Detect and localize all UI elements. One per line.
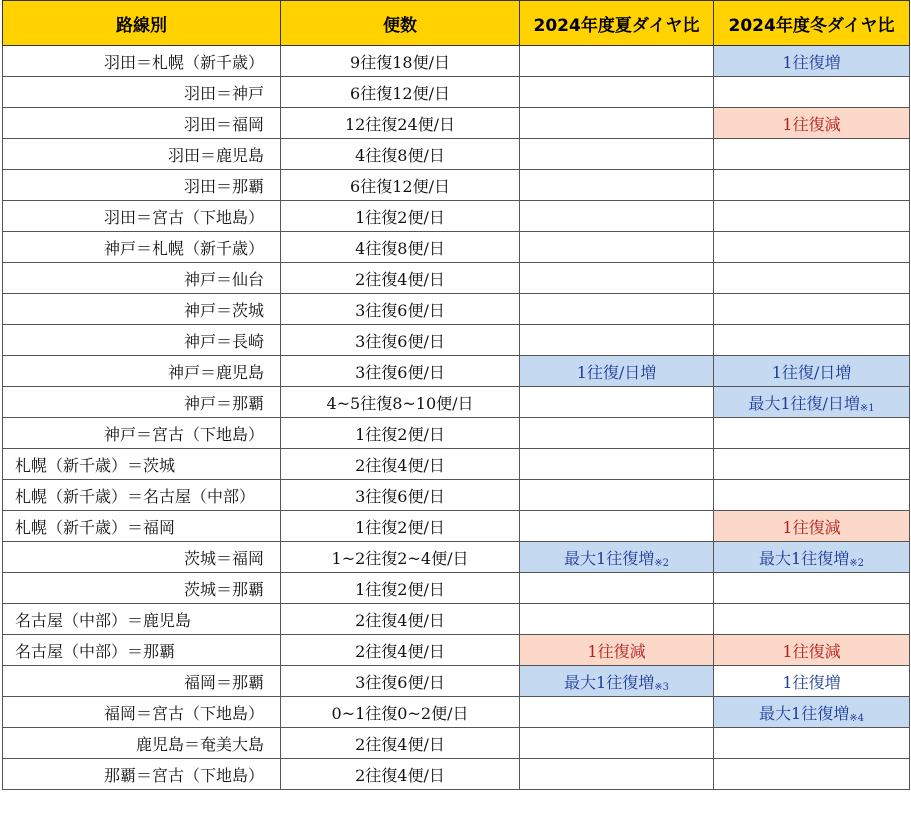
table-row bbox=[3, 170, 910, 201]
flights-cell: 1往復2便/日 bbox=[281, 573, 520, 604]
summer-change-text: 最大1往復増 bbox=[564, 672, 655, 692]
winter-comparison-cell bbox=[714, 325, 910, 356]
table-row bbox=[3, 511, 910, 542]
flights-cell: 4往復8便/日 bbox=[281, 232, 520, 263]
route-cell: 羽田＝福岡 bbox=[3, 108, 281, 139]
table-row bbox=[3, 697, 910, 728]
winter-change-text: 1往復減 bbox=[782, 517, 841, 537]
route-cell: 那覇＝宮古（下地島） bbox=[3, 759, 281, 790]
route-cell: 羽田＝鹿児島 bbox=[3, 139, 281, 170]
route-cell: 福岡＝那覇 bbox=[3, 666, 281, 697]
winter-comparison-cell bbox=[714, 573, 910, 604]
summer-change-text: 1往復減 bbox=[587, 641, 646, 661]
flights-cell: 6往復12便/日 bbox=[281, 170, 520, 201]
table-row bbox=[3, 356, 910, 387]
summer-comparison-cell bbox=[520, 356, 714, 387]
winter-comparison-cell bbox=[714, 635, 910, 666]
route-cell: 神戸＝長崎 bbox=[3, 325, 281, 356]
route-cell: 名古屋（中部）＝那覇 bbox=[3, 635, 281, 666]
summer-comparison-cell bbox=[520, 666, 714, 697]
summer-comparison-cell bbox=[520, 697, 714, 728]
summer-comparison-cell bbox=[520, 325, 714, 356]
route-cell: 札幌（新千歳）＝福岡 bbox=[3, 511, 281, 542]
winter-footnote-mark: ※1 bbox=[859, 402, 875, 414]
summer-comparison-cell bbox=[520, 46, 714, 77]
summer-comparison-cell bbox=[520, 573, 714, 604]
summer-comparison-cell bbox=[520, 604, 714, 635]
flights-cell: 1往復2便/日 bbox=[281, 511, 520, 542]
summer-comparison-cell bbox=[520, 542, 714, 573]
header-flights: 便数 bbox=[281, 1, 520, 46]
route-cell: 名古屋（中部）＝鹿児島 bbox=[3, 604, 281, 635]
route-cell: 羽田＝那覇 bbox=[3, 170, 281, 201]
summer-comparison-cell bbox=[520, 108, 714, 139]
route-cell: 羽田＝札幌（新千歳） bbox=[3, 46, 281, 77]
table-row bbox=[3, 139, 910, 170]
summer-comparison-cell bbox=[520, 635, 714, 666]
table-row bbox=[3, 666, 910, 697]
winter-change-text: 1往復/日増 bbox=[771, 362, 852, 382]
table-body bbox=[3, 46, 910, 790]
table-row bbox=[3, 77, 910, 108]
summer-change-text: 最大1往復増 bbox=[564, 548, 655, 568]
flights-cell: 1往復2便/日 bbox=[281, 418, 520, 449]
table-row bbox=[3, 480, 910, 511]
table-row bbox=[3, 728, 910, 759]
summer-comparison-cell bbox=[520, 232, 714, 263]
winter-change-text: 最大1往復増 bbox=[759, 703, 850, 723]
winter-change-text: 1往復増 bbox=[782, 52, 841, 72]
winter-comparison-cell bbox=[714, 77, 910, 108]
flights-cell: 3往復6便/日 bbox=[281, 294, 520, 325]
table-row bbox=[3, 449, 910, 480]
summer-comparison-cell bbox=[520, 294, 714, 325]
winter-comparison-cell bbox=[714, 604, 910, 635]
route-cell: 神戸＝仙台 bbox=[3, 263, 281, 294]
flights-cell: 9往復18便/日 bbox=[281, 46, 520, 77]
route-cell: 羽田＝神戸 bbox=[3, 77, 281, 108]
winter-comparison-cell bbox=[714, 170, 910, 201]
summer-comparison-cell bbox=[520, 449, 714, 480]
route-cell: 羽田＝宮古（下地島） bbox=[3, 201, 281, 232]
route-cell: 茨城＝那覇 bbox=[3, 573, 281, 604]
route-cell: 神戸＝鹿児島 bbox=[3, 356, 281, 387]
winter-comparison-cell bbox=[714, 139, 910, 170]
flights-cell: 1往復2便/日 bbox=[281, 201, 520, 232]
table-row bbox=[3, 201, 910, 232]
flights-cell: 3往復6便/日 bbox=[281, 356, 520, 387]
route-cell: 神戸＝那覇 bbox=[3, 387, 281, 418]
flights-cell: 4~5往復8~10便/日 bbox=[281, 387, 520, 418]
header-row bbox=[3, 1, 910, 46]
summer-comparison-cell bbox=[520, 77, 714, 108]
summer-footnote-mark: ※2 bbox=[654, 557, 669, 569]
summer-comparison-cell bbox=[520, 728, 714, 759]
winter-comparison-cell bbox=[714, 511, 910, 542]
winter-comparison-cell bbox=[714, 356, 910, 387]
winter-footnote-mark: ※2 bbox=[849, 557, 864, 569]
summer-comparison-cell bbox=[520, 201, 714, 232]
route-cell: 札幌（新千歳）＝名古屋（中部） bbox=[3, 480, 281, 511]
header-summer-comparison: 2024年度夏ダイヤ比 bbox=[520, 1, 714, 46]
flights-cell: 0~1往復0~2便/日 bbox=[281, 697, 520, 728]
route-cell: 神戸＝宮古（下地島） bbox=[3, 418, 281, 449]
table-row bbox=[3, 759, 910, 790]
flights-cell: 2往復4便/日 bbox=[281, 263, 520, 294]
route-cell: 札幌（新千歳）＝茨城 bbox=[3, 449, 281, 480]
header-route: 路線別 bbox=[3, 1, 281, 46]
table-row bbox=[3, 263, 910, 294]
route-schedule-table bbox=[2, 0, 910, 790]
winter-comparison-cell bbox=[714, 418, 910, 449]
table-row bbox=[3, 46, 910, 77]
winter-change-text: 1往復増 bbox=[782, 672, 841, 692]
winter-change-text: 最大1往復/日増 bbox=[748, 393, 860, 413]
winter-comparison-cell bbox=[714, 263, 910, 294]
summer-comparison-cell bbox=[520, 480, 714, 511]
winter-comparison-cell bbox=[714, 697, 910, 728]
summer-comparison-cell bbox=[520, 511, 714, 542]
winter-comparison-cell bbox=[714, 449, 910, 480]
route-cell: 神戸＝札幌（新千歳） bbox=[3, 232, 281, 263]
summer-footnote-mark: ※3 bbox=[654, 681, 669, 693]
route-cell: 茨城＝福岡 bbox=[3, 542, 281, 573]
table-row bbox=[3, 635, 910, 666]
winter-comparison-cell bbox=[714, 108, 910, 139]
table-row bbox=[3, 604, 910, 635]
summer-comparison-cell bbox=[520, 759, 714, 790]
flights-cell: 3往復6便/日 bbox=[281, 480, 520, 511]
flights-cell: 12往復24便/日 bbox=[281, 108, 520, 139]
winter-comparison-cell bbox=[714, 232, 910, 263]
flights-cell: 2往復4便/日 bbox=[281, 759, 520, 790]
table-row bbox=[3, 325, 910, 356]
flights-cell: 2往復4便/日 bbox=[281, 635, 520, 666]
winter-change-text: 1往復減 bbox=[782, 641, 841, 661]
table-row bbox=[3, 294, 910, 325]
winter-comparison-cell bbox=[714, 759, 910, 790]
summer-comparison-cell bbox=[520, 263, 714, 294]
header-winter-comparison: 2024年度冬ダイヤ比 bbox=[714, 1, 910, 46]
winter-comparison-cell bbox=[714, 201, 910, 232]
summer-change-text: 1往復/日増 bbox=[576, 362, 657, 382]
winter-comparison-cell bbox=[714, 728, 910, 759]
summer-comparison-cell bbox=[520, 170, 714, 201]
winter-comparison-cell bbox=[714, 666, 910, 697]
flights-cell: 2往復4便/日 bbox=[281, 449, 520, 480]
winter-footnote-mark: ※4 bbox=[849, 712, 864, 724]
route-cell: 福岡＝宮古（下地島） bbox=[3, 697, 281, 728]
winter-comparison-cell bbox=[714, 480, 910, 511]
flights-cell: 6往復12便/日 bbox=[281, 77, 520, 108]
flights-cell: 2往復4便/日 bbox=[281, 728, 520, 759]
route-cell: 神戸＝茨城 bbox=[3, 294, 281, 325]
winter-change-text: 1往復減 bbox=[782, 114, 841, 134]
table-row bbox=[3, 573, 910, 604]
table-row bbox=[3, 542, 910, 573]
table-row bbox=[3, 108, 910, 139]
flights-cell: 4往復8便/日 bbox=[281, 139, 520, 170]
table-row bbox=[3, 387, 910, 418]
flights-cell: 1~2往復2~4便/日 bbox=[281, 542, 520, 573]
flights-cell: 3往復6便/日 bbox=[281, 666, 520, 697]
table-row bbox=[3, 232, 910, 263]
winter-comparison-cell bbox=[714, 46, 910, 77]
flights-cell: 2往復4便/日 bbox=[281, 604, 520, 635]
winter-comparison-cell bbox=[714, 387, 910, 418]
summer-comparison-cell bbox=[520, 418, 714, 449]
winter-comparison-cell bbox=[714, 294, 910, 325]
table-row bbox=[3, 418, 910, 449]
winter-change-text: 最大1往復増 bbox=[759, 548, 850, 568]
route-cell: 鹿児島＝奄美大島 bbox=[3, 728, 281, 759]
flights-cell: 3往復6便/日 bbox=[281, 325, 520, 356]
summer-comparison-cell bbox=[520, 139, 714, 170]
summer-comparison-cell bbox=[520, 387, 714, 418]
winter-comparison-cell bbox=[714, 542, 910, 573]
